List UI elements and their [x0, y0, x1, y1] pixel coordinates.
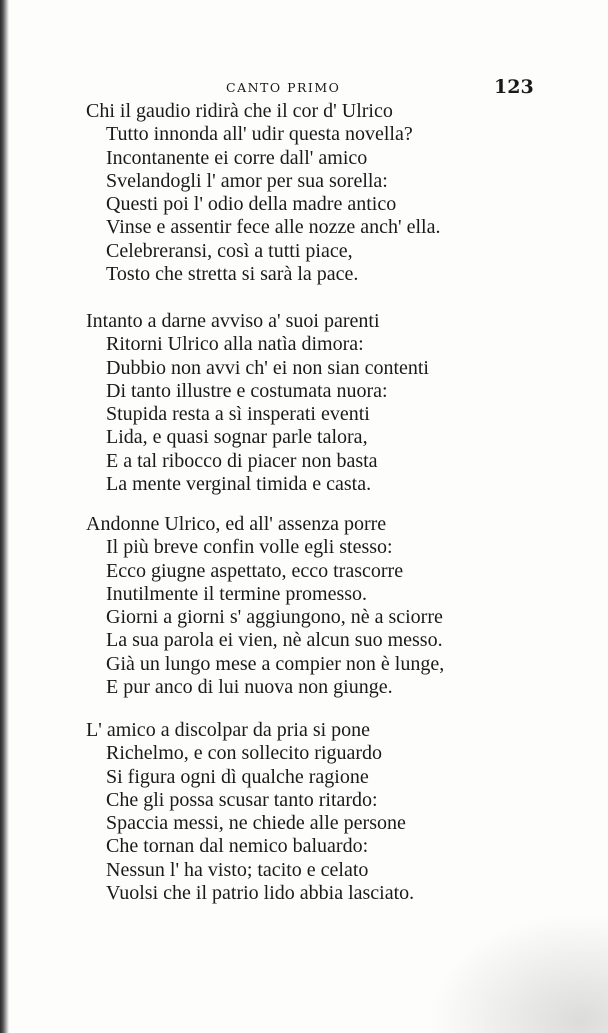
- page-stain: [428, 913, 608, 1033]
- verse-line: Tosto che stretta si sarà la pace.: [106, 263, 359, 286]
- verse-line: Già un lungo mese a compier non è lunge,: [106, 652, 445, 675]
- stanza-4: [86, 719, 414, 905]
- verse-line: L' amico a discolpar da pria si pone: [86, 719, 371, 741]
- verse-line: Giorni a giorni s' aggiungono, nè a sciorre: [106, 606, 443, 629]
- verse-line: Vinse e assentir fece alle nozze anch' ella.: [106, 216, 441, 239]
- verse-line: Chi il gaudio ridirà che il cor d' Ulrico: [86, 100, 393, 122]
- verse-line: Il più breve confin volle egli stesso:: [106, 536, 393, 559]
- verse-line: Si figura ogni dì qualche ragione: [106, 765, 369, 788]
- verse-line: E a tal ribocco di piacer non basta: [106, 449, 378, 472]
- stanza-1: [86, 100, 440, 286]
- verse-line: Che gli possa scusar tanto ritardo:: [106, 788, 378, 811]
- verse-line: Ritorni Ulrico alla natìa dimora:: [106, 333, 364, 356]
- verse-line: Lida, e quasi sognar parle talora,: [106, 426, 368, 449]
- verse-line: Stupida resta a sì insperati eventi: [106, 403, 370, 426]
- verse-line: E pur anco di lui nuova non giunge.: [106, 676, 393, 699]
- verse-line: Vuolsi che il patrio lido abbia lasciato.: [106, 882, 415, 905]
- page-binding-shadow: [0, 0, 9, 1033]
- verse-line: Dubbio non avvi ch' ei non sian contenti: [106, 356, 429, 379]
- verse-line: Svelandogli l' amor per sua sorella:: [106, 169, 388, 192]
- verse-line: Andonne Ulrico, ed all' assenza porre: [86, 513, 387, 535]
- verse-line: Nessun l' ha visto; tacito e celato: [106, 858, 369, 881]
- verse-line: Incontanente ei corre dall' amico: [106, 146, 368, 169]
- page-number: 123: [494, 76, 534, 98]
- verse-line: Intanto a darne avviso a' suoi parenti: [86, 310, 380, 332]
- stanza-3: [86, 513, 444, 699]
- verse-line: Di tanto illustre e costumata nuora:: [106, 379, 388, 402]
- verse-line: Tutto innonda all' udir questa novella?: [106, 123, 413, 146]
- running-title: CANTO PRIMO: [226, 80, 341, 95]
- verse-line: Richelmo, e con sollecito riguardo: [106, 742, 383, 765]
- verse-line: Ecco giugne aspettato, ecco trascorre: [106, 559, 404, 582]
- verse-line: Questi poi l' odio della madre antico: [106, 193, 397, 216]
- verse-line: La mente verginal timida e casta.: [106, 473, 372, 496]
- verse-line: Celebreransi, così a tutti piace,: [106, 239, 353, 262]
- verse-line: Che tornan dal nemico baluardo:: [106, 835, 369, 858]
- verse-line: Spaccia messi, ne chiede alle persone: [106, 812, 406, 835]
- verse-line: La sua parola ei vien, nè alcun suo messo.: [106, 629, 443, 652]
- verse-line: Inutilmente il termine promesso.: [106, 582, 368, 605]
- stanza-2: [86, 310, 429, 496]
